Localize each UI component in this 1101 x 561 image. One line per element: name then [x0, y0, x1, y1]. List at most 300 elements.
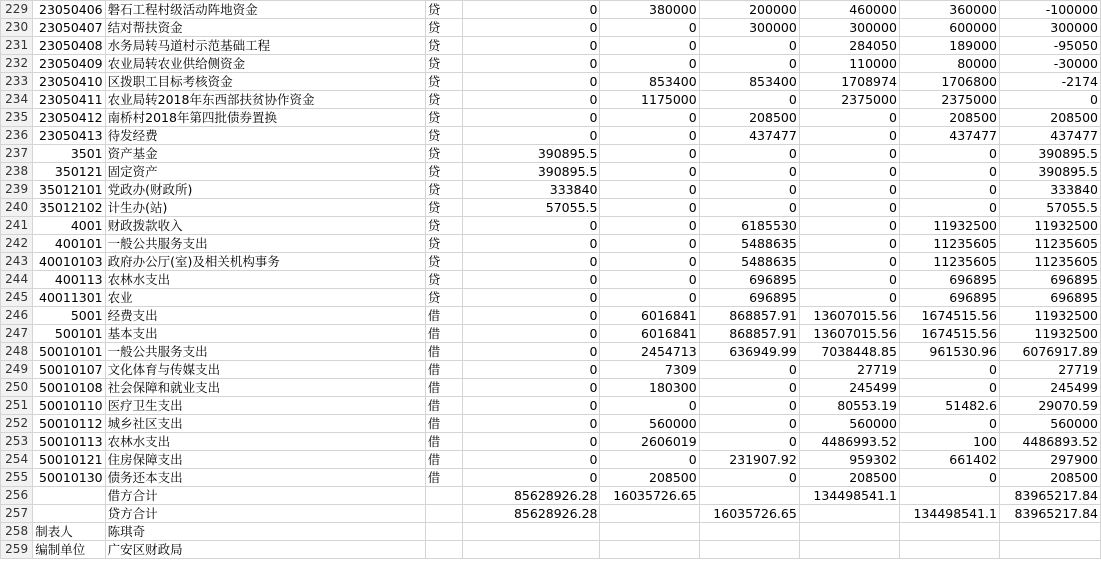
account-name-cell[interactable]: 政府办公厅(室)及相关机构事务	[105, 253, 425, 271]
row-header[interactable]: 235	[1, 109, 33, 127]
account-code-cell[interactable]: 23050411	[33, 91, 105, 109]
credit-amount-cell[interactable]: 868857.91	[699, 325, 799, 343]
account-name-cell[interactable]: 文化体育与传媒支出	[105, 361, 425, 379]
closing-balance-cell[interactable]: -2174	[1000, 73, 1101, 91]
account-name-cell[interactable]: 一般公共服务支出	[105, 343, 425, 361]
credit-amount-cell[interactable]: 636949.99	[699, 343, 799, 361]
account-code-cell[interactable]: 50010101	[33, 343, 105, 361]
opening-balance-cell[interactable]: 0	[462, 253, 600, 271]
cumulative-credit-cell[interactable]: 0	[899, 181, 999, 199]
balance-direction-cell[interactable]: 贷	[425, 127, 462, 145]
account-name-cell[interactable]: 南桥村2018年第四批债券置换	[105, 109, 425, 127]
opening-balance-cell[interactable]: 390895.5	[462, 163, 600, 181]
cumulative-debit-cell[interactable]: 134498541.1	[799, 487, 899, 505]
empty-cell[interactable]	[600, 541, 699, 559]
row-header[interactable]: 253	[1, 433, 33, 451]
cumulative-debit-cell[interactable]: 0	[799, 127, 899, 145]
debit-amount-cell[interactable]: 0	[600, 253, 699, 271]
credit-amount-cell[interactable]: 696895	[699, 271, 799, 289]
closing-balance-cell[interactable]: -100000	[1000, 1, 1101, 19]
credit-amount-cell[interactable]: 16035726.65	[699, 505, 799, 523]
balance-direction-cell[interactable]: 贷	[425, 145, 462, 163]
row-header[interactable]: 240	[1, 199, 33, 217]
debit-amount-cell[interactable]: 0	[600, 55, 699, 73]
closing-balance-cell[interactable]: -95050	[1000, 37, 1101, 55]
credit-amount-cell[interactable]: 300000	[699, 19, 799, 37]
balance-direction-cell[interactable]: 借	[425, 325, 462, 343]
cumulative-debit-cell[interactable]: 284050	[799, 37, 899, 55]
cumulative-debit-cell[interactable]: 460000	[799, 1, 899, 19]
closing-balance-cell[interactable]: 208500	[1000, 109, 1101, 127]
row-header[interactable]: 259	[1, 541, 33, 559]
cumulative-credit-cell[interactable]: 1674515.56	[899, 307, 999, 325]
opening-balance-cell[interactable]: 0	[462, 37, 600, 55]
account-code-cell[interactable]: 3501	[33, 145, 105, 163]
credit-amount-cell[interactable]	[699, 487, 799, 505]
closing-balance-cell[interactable]: 11932500	[1000, 307, 1101, 325]
balance-direction-cell[interactable]: 贷	[425, 91, 462, 109]
debit-amount-cell[interactable]: 7309	[600, 361, 699, 379]
credit-amount-cell[interactable]: 5488635	[699, 253, 799, 271]
opening-balance-cell[interactable]: 85628926.28	[462, 505, 600, 523]
balance-direction-cell[interactable]: 贷	[425, 235, 462, 253]
account-code-cell[interactable]: 50010108	[33, 379, 105, 397]
cumulative-debit-cell[interactable]: 300000	[799, 19, 899, 37]
debit-amount-cell[interactable]: 0	[600, 127, 699, 145]
credit-amount-cell[interactable]: 0	[699, 55, 799, 73]
cumulative-credit-cell[interactable]: 437477	[899, 127, 999, 145]
closing-balance-cell[interactable]: 0	[1000, 91, 1101, 109]
closing-balance-cell[interactable]: 390895.5	[1000, 163, 1101, 181]
cumulative-credit-cell[interactable]: 0	[899, 361, 999, 379]
cumulative-credit-cell[interactable]: 696895	[899, 289, 999, 307]
closing-balance-cell[interactable]: 83965217.84	[1000, 505, 1101, 523]
balance-direction-cell[interactable]: 贷	[425, 55, 462, 73]
cumulative-debit-cell[interactable]: 0	[799, 271, 899, 289]
debit-amount-cell[interactable]: 0	[600, 217, 699, 235]
opening-balance-cell[interactable]: 0	[462, 415, 600, 433]
closing-balance-cell[interactable]: 696895	[1000, 289, 1101, 307]
closing-balance-cell[interactable]: 300000	[1000, 19, 1101, 37]
cumulative-credit-cell[interactable]: 1674515.56	[899, 325, 999, 343]
debit-amount-cell[interactable]: 1175000	[600, 91, 699, 109]
account-name-cell[interactable]: 财政拨款收入	[105, 217, 425, 235]
debit-amount-cell[interactable]: 208500	[600, 469, 699, 487]
row-header[interactable]: 255	[1, 469, 33, 487]
balance-direction-cell[interactable]: 借	[425, 433, 462, 451]
account-name-cell[interactable]: 农业局转2018年东西部扶贫协作资金	[105, 91, 425, 109]
account-code-cell[interactable]: 400113	[33, 271, 105, 289]
opening-balance-cell[interactable]: 0	[462, 397, 600, 415]
balance-direction-cell[interactable]: 借	[425, 415, 462, 433]
empty-cell[interactable]	[899, 523, 999, 541]
credit-amount-cell[interactable]: 868857.91	[699, 307, 799, 325]
cumulative-debit-cell[interactable]: 13607015.56	[799, 307, 899, 325]
row-header[interactable]: 229	[1, 1, 33, 19]
row-header[interactable]: 237	[1, 145, 33, 163]
balance-direction-cell[interactable]: 贷	[425, 199, 462, 217]
cumulative-credit-cell[interactable]: 100	[899, 433, 999, 451]
cumulative-debit-cell[interactable]: 0	[799, 199, 899, 217]
cumulative-credit-cell[interactable]: 11235605	[899, 253, 999, 271]
debit-amount-cell[interactable]: 0	[600, 181, 699, 199]
account-name-cell[interactable]: 贷方合计	[105, 505, 425, 523]
debit-amount-cell[interactable]: 0	[600, 271, 699, 289]
closing-balance-cell[interactable]: 6076917.89	[1000, 343, 1101, 361]
row-header[interactable]: 239	[1, 181, 33, 199]
opening-balance-cell[interactable]: 0	[462, 217, 600, 235]
opening-balance-cell[interactable]: 0	[462, 433, 600, 451]
closing-balance-cell[interactable]: 333840	[1000, 181, 1101, 199]
empty-cell[interactable]	[462, 541, 600, 559]
closing-balance-cell[interactable]: 57055.5	[1000, 199, 1101, 217]
balance-direction-cell[interactable]: 借	[425, 379, 462, 397]
cumulative-debit-cell[interactable]: 959302	[799, 451, 899, 469]
debit-amount-cell[interactable]: 0	[600, 109, 699, 127]
balance-direction-cell[interactable]: 贷	[425, 289, 462, 307]
cumulative-credit-cell[interactable]: 189000	[899, 37, 999, 55]
credit-amount-cell[interactable]: 853400	[699, 73, 799, 91]
empty-cell[interactable]	[899, 541, 999, 559]
credit-amount-cell[interactable]: 0	[699, 199, 799, 217]
opening-balance-cell[interactable]: 0	[462, 379, 600, 397]
cumulative-credit-cell[interactable]	[899, 487, 999, 505]
account-name-cell[interactable]: 借方合计	[105, 487, 425, 505]
row-header[interactable]: 254	[1, 451, 33, 469]
account-code-cell[interactable]: 23050413	[33, 127, 105, 145]
row-header[interactable]: 233	[1, 73, 33, 91]
account-code-cell[interactable]: 23050406	[33, 1, 105, 19]
account-name-cell[interactable]: 医疗卫生支出	[105, 397, 425, 415]
row-header[interactable]: 236	[1, 127, 33, 145]
closing-balance-cell[interactable]: 27719	[1000, 361, 1101, 379]
closing-balance-cell[interactable]: 390895.5	[1000, 145, 1101, 163]
balance-direction-cell[interactable]: 贷	[425, 271, 462, 289]
cumulative-debit-cell[interactable]: 110000	[799, 55, 899, 73]
debit-amount-cell[interactable]: 0	[600, 235, 699, 253]
account-code-cell[interactable]: 50010112	[33, 415, 105, 433]
row-header[interactable]: 256	[1, 487, 33, 505]
opening-balance-cell[interactable]: 0	[462, 289, 600, 307]
debit-amount-cell[interactable]: 560000	[600, 415, 699, 433]
closing-balance-cell[interactable]: 11932500	[1000, 325, 1101, 343]
row-header[interactable]: 247	[1, 325, 33, 343]
cumulative-debit-cell[interactable]: 560000	[799, 415, 899, 433]
cumulative-debit-cell[interactable]: 2375000	[799, 91, 899, 109]
balance-direction-cell[interactable]: 贷	[425, 73, 462, 91]
account-name-cell[interactable]: 经费支出	[105, 307, 425, 325]
account-name-cell[interactable]: 农林水支出	[105, 271, 425, 289]
account-name-cell[interactable]: 社会保障和就业支出	[105, 379, 425, 397]
opening-balance-cell[interactable]: 0	[462, 1, 600, 19]
account-code-cell[interactable]: 40011301	[33, 289, 105, 307]
closing-balance-cell[interactable]: 208500	[1000, 469, 1101, 487]
balance-direction-cell[interactable]: 贷	[425, 37, 462, 55]
opening-balance-cell[interactable]: 0	[462, 325, 600, 343]
debit-amount-cell[interactable]: 380000	[600, 1, 699, 19]
row-header[interactable]: 234	[1, 91, 33, 109]
account-code-cell[interactable]	[33, 487, 105, 505]
credit-amount-cell[interactable]: 6185530	[699, 217, 799, 235]
credit-amount-cell[interactable]: 0	[699, 433, 799, 451]
closing-balance-cell[interactable]: 29070.59	[1000, 397, 1101, 415]
credit-amount-cell[interactable]: 208500	[699, 109, 799, 127]
cumulative-credit-cell[interactable]: 600000	[899, 19, 999, 37]
footer-value-cell[interactable]: 陈琪奇	[105, 523, 425, 541]
debit-amount-cell[interactable]: 0	[600, 163, 699, 181]
cumulative-debit-cell[interactable]: 0	[799, 217, 899, 235]
cumulative-debit-cell[interactable]: 0	[799, 163, 899, 181]
account-code-cell[interactable]: 23050409	[33, 55, 105, 73]
balance-direction-cell[interactable]: 借	[425, 307, 462, 325]
account-name-cell[interactable]: 结对帮扶资金	[105, 19, 425, 37]
closing-balance-cell[interactable]: 437477	[1000, 127, 1101, 145]
opening-balance-cell[interactable]: 0	[462, 451, 600, 469]
closing-balance-cell[interactable]: 11235605	[1000, 253, 1101, 271]
balance-direction-cell[interactable]: 贷	[425, 1, 462, 19]
account-code-cell[interactable]: 50010121	[33, 451, 105, 469]
debit-amount-cell[interactable]: 0	[600, 37, 699, 55]
account-code-cell[interactable]: 50010130	[33, 469, 105, 487]
opening-balance-cell[interactable]: 0	[462, 469, 600, 487]
cumulative-credit-cell[interactable]: 0	[899, 145, 999, 163]
credit-amount-cell[interactable]: 0	[699, 181, 799, 199]
opening-balance-cell[interactable]: 0	[462, 127, 600, 145]
credit-amount-cell[interactable]: 0	[699, 415, 799, 433]
opening-balance-cell[interactable]: 333840	[462, 181, 600, 199]
row-header[interactable]: 243	[1, 253, 33, 271]
row-header[interactable]: 230	[1, 19, 33, 37]
cumulative-debit-cell[interactable]: 0	[799, 181, 899, 199]
credit-amount-cell[interactable]: 437477	[699, 127, 799, 145]
account-name-cell[interactable]: 农业	[105, 289, 425, 307]
debit-amount-cell[interactable]: 0	[600, 199, 699, 217]
account-code-cell[interactable]: 50010113	[33, 433, 105, 451]
account-name-cell[interactable]: 计生办(站)	[105, 199, 425, 217]
row-header[interactable]: 232	[1, 55, 33, 73]
cumulative-debit-cell[interactable]: 245499	[799, 379, 899, 397]
cumulative-credit-cell[interactable]: 961530.96	[899, 343, 999, 361]
credit-amount-cell[interactable]: 0	[699, 145, 799, 163]
account-name-cell[interactable]: 水务局转马道村示范基础工程	[105, 37, 425, 55]
account-name-cell[interactable]: 固定资产	[105, 163, 425, 181]
cumulative-credit-cell[interactable]: 661402	[899, 451, 999, 469]
cumulative-debit-cell[interactable]: 0	[799, 253, 899, 271]
credit-amount-cell[interactable]: 0	[699, 37, 799, 55]
empty-cell[interactable]	[799, 541, 899, 559]
closing-balance-cell[interactable]: 245499	[1000, 379, 1101, 397]
cumulative-credit-cell[interactable]: 360000	[899, 1, 999, 19]
credit-amount-cell[interactable]: 0	[699, 91, 799, 109]
cumulative-credit-cell[interactable]: 11932500	[899, 217, 999, 235]
debit-amount-cell[interactable]: 0	[600, 397, 699, 415]
footer-value-cell[interactable]: 广安区财政局	[105, 541, 425, 559]
account-name-cell[interactable]: 债务还本支出	[105, 469, 425, 487]
empty-cell[interactable]	[462, 523, 600, 541]
opening-balance-cell[interactable]: 0	[462, 271, 600, 289]
account-code-cell[interactable]: 23050407	[33, 19, 105, 37]
account-code-cell[interactable]: 350121	[33, 163, 105, 181]
credit-amount-cell[interactable]: 5488635	[699, 235, 799, 253]
account-code-cell[interactable]: 5001	[33, 307, 105, 325]
cumulative-credit-cell[interactable]: 1706800	[899, 73, 999, 91]
cumulative-credit-cell[interactable]: 51482.6	[899, 397, 999, 415]
cumulative-debit-cell[interactable]: 1708974	[799, 73, 899, 91]
opening-balance-cell[interactable]: 85628926.28	[462, 487, 600, 505]
balance-direction-cell[interactable]: 贷	[425, 253, 462, 271]
opening-balance-cell[interactable]: 390895.5	[462, 145, 600, 163]
account-name-cell[interactable]: 资产基金	[105, 145, 425, 163]
account-code-cell[interactable]: 400101	[33, 235, 105, 253]
debit-amount-cell[interactable]: 2606019	[600, 433, 699, 451]
opening-balance-cell[interactable]: 0	[462, 307, 600, 325]
debit-amount-cell[interactable]: 0	[600, 145, 699, 163]
debit-amount-cell[interactable]: 180300	[600, 379, 699, 397]
closing-balance-cell[interactable]: 83965217.84	[1000, 487, 1101, 505]
cumulative-credit-cell[interactable]: 134498541.1	[899, 505, 999, 523]
cumulative-credit-cell[interactable]: 80000	[899, 55, 999, 73]
opening-balance-cell[interactable]: 0	[462, 19, 600, 37]
credit-amount-cell[interactable]: 231907.92	[699, 451, 799, 469]
closing-balance-cell[interactable]: 297900	[1000, 451, 1101, 469]
cumulative-debit-cell[interactable]	[799, 505, 899, 523]
row-header[interactable]: 251	[1, 397, 33, 415]
debit-amount-cell[interactable]: 0	[600, 451, 699, 469]
cumulative-debit-cell[interactable]: 0	[799, 109, 899, 127]
opening-balance-cell[interactable]: 57055.5	[462, 199, 600, 217]
account-code-cell[interactable]: 50010107	[33, 361, 105, 379]
balance-direction-cell[interactable]	[425, 487, 462, 505]
debit-amount-cell[interactable]: 0	[600, 289, 699, 307]
account-name-cell[interactable]: 农业局转农业供给侧资金	[105, 55, 425, 73]
account-code-cell[interactable]: 4001	[33, 217, 105, 235]
account-code-cell[interactable]: 40010103	[33, 253, 105, 271]
account-name-cell[interactable]: 一般公共服务支出	[105, 235, 425, 253]
row-header[interactable]: 242	[1, 235, 33, 253]
row-header[interactable]: 244	[1, 271, 33, 289]
balance-direction-cell[interactable]: 借	[425, 469, 462, 487]
opening-balance-cell[interactable]: 0	[462, 235, 600, 253]
account-code-cell[interactable]: 500101	[33, 325, 105, 343]
credit-amount-cell[interactable]: 0	[699, 163, 799, 181]
row-header[interactable]: 258	[1, 523, 33, 541]
empty-cell[interactable]	[699, 523, 799, 541]
row-header[interactable]: 248	[1, 343, 33, 361]
footer-label-cell[interactable]: 制表人	[33, 523, 105, 541]
empty-cell[interactable]	[425, 523, 462, 541]
account-code-cell[interactable]: 23050408	[33, 37, 105, 55]
row-header[interactable]: 250	[1, 379, 33, 397]
closing-balance-cell[interactable]: 696895	[1000, 271, 1101, 289]
opening-balance-cell[interactable]: 0	[462, 55, 600, 73]
debit-amount-cell[interactable]	[600, 505, 699, 523]
credit-amount-cell[interactable]: 0	[699, 361, 799, 379]
opening-balance-cell[interactable]: 0	[462, 73, 600, 91]
account-code-cell[interactable]: 50010110	[33, 397, 105, 415]
credit-amount-cell[interactable]: 696895	[699, 289, 799, 307]
cumulative-debit-cell[interactable]: 0	[799, 145, 899, 163]
credit-amount-cell[interactable]: 0	[699, 379, 799, 397]
empty-cell[interactable]	[699, 541, 799, 559]
closing-balance-cell[interactable]: 4486893.52	[1000, 433, 1101, 451]
debit-amount-cell[interactable]: 2454713	[600, 343, 699, 361]
account-name-cell[interactable]: 农林水支出	[105, 433, 425, 451]
closing-balance-cell[interactable]: 11235605	[1000, 235, 1101, 253]
cumulative-debit-cell[interactable]: 80553.19	[799, 397, 899, 415]
cumulative-credit-cell[interactable]: 0	[899, 163, 999, 181]
cumulative-credit-cell[interactable]: 696895	[899, 271, 999, 289]
opening-balance-cell[interactable]: 0	[462, 343, 600, 361]
empty-cell[interactable]	[799, 523, 899, 541]
account-code-cell[interactable]: 23050410	[33, 73, 105, 91]
account-name-cell[interactable]: 城乡社区支出	[105, 415, 425, 433]
cumulative-credit-cell[interactable]: 11235605	[899, 235, 999, 253]
empty-cell[interactable]	[1000, 523, 1101, 541]
account-code-cell[interactable]: 35012102	[33, 199, 105, 217]
row-header[interactable]: 246	[1, 307, 33, 325]
closing-balance-cell[interactable]: 11932500	[1000, 217, 1101, 235]
account-name-cell[interactable]: 党政办(财政所)	[105, 181, 425, 199]
row-header[interactable]: 231	[1, 37, 33, 55]
balance-direction-cell[interactable]	[425, 505, 462, 523]
cumulative-debit-cell[interactable]: 7038448.85	[799, 343, 899, 361]
cumulative-debit-cell[interactable]: 208500	[799, 469, 899, 487]
debit-amount-cell[interactable]: 6016841	[600, 307, 699, 325]
debit-amount-cell[interactable]: 0	[600, 19, 699, 37]
cumulative-debit-cell[interactable]: 0	[799, 289, 899, 307]
debit-amount-cell[interactable]: 6016841	[600, 325, 699, 343]
cumulative-credit-cell[interactable]: 0	[899, 469, 999, 487]
closing-balance-cell[interactable]: -30000	[1000, 55, 1101, 73]
account-name-cell[interactable]: 区拨职工目标考核资金	[105, 73, 425, 91]
account-name-cell[interactable]: 住房保障支出	[105, 451, 425, 469]
cumulative-debit-cell[interactable]: 0	[799, 235, 899, 253]
row-header[interactable]: 241	[1, 217, 33, 235]
account-code-cell[interactable]	[33, 505, 105, 523]
row-header[interactable]: 238	[1, 163, 33, 181]
balance-direction-cell[interactable]: 借	[425, 361, 462, 379]
footer-label-cell[interactable]: 编制单位	[33, 541, 105, 559]
credit-amount-cell[interactable]: 0	[699, 469, 799, 487]
account-name-cell[interactable]: 待发经费	[105, 127, 425, 145]
row-header[interactable]: 245	[1, 289, 33, 307]
cumulative-debit-cell[interactable]: 13607015.56	[799, 325, 899, 343]
balance-direction-cell[interactable]: 贷	[425, 217, 462, 235]
balance-direction-cell[interactable]: 贷	[425, 163, 462, 181]
account-code-cell[interactable]: 23050412	[33, 109, 105, 127]
cumulative-credit-cell[interactable]: 208500	[899, 109, 999, 127]
credit-amount-cell[interactable]: 0	[699, 397, 799, 415]
account-name-cell[interactable]: 磐石工程村级活动阵地资金	[105, 1, 425, 19]
cumulative-credit-cell[interactable]: 0	[899, 415, 999, 433]
debit-amount-cell[interactable]: 16035726.65	[600, 487, 699, 505]
empty-cell[interactable]	[600, 523, 699, 541]
balance-direction-cell[interactable]: 借	[425, 397, 462, 415]
cumulative-credit-cell[interactable]: 0	[899, 199, 999, 217]
cumulative-credit-cell[interactable]: 2375000	[899, 91, 999, 109]
row-header[interactable]: 257	[1, 505, 33, 523]
cumulative-debit-cell[interactable]: 4486993.52	[799, 433, 899, 451]
balance-direction-cell[interactable]: 贷	[425, 109, 462, 127]
balance-direction-cell[interactable]: 借	[425, 343, 462, 361]
cumulative-credit-cell[interactable]: 0	[899, 379, 999, 397]
opening-balance-cell[interactable]: 0	[462, 361, 600, 379]
closing-balance-cell[interactable]: 560000	[1000, 415, 1101, 433]
account-code-cell[interactable]: 35012101	[33, 181, 105, 199]
opening-balance-cell[interactable]: 0	[462, 91, 600, 109]
cumulative-debit-cell[interactable]: 27719	[799, 361, 899, 379]
row-header[interactable]: 249	[1, 361, 33, 379]
